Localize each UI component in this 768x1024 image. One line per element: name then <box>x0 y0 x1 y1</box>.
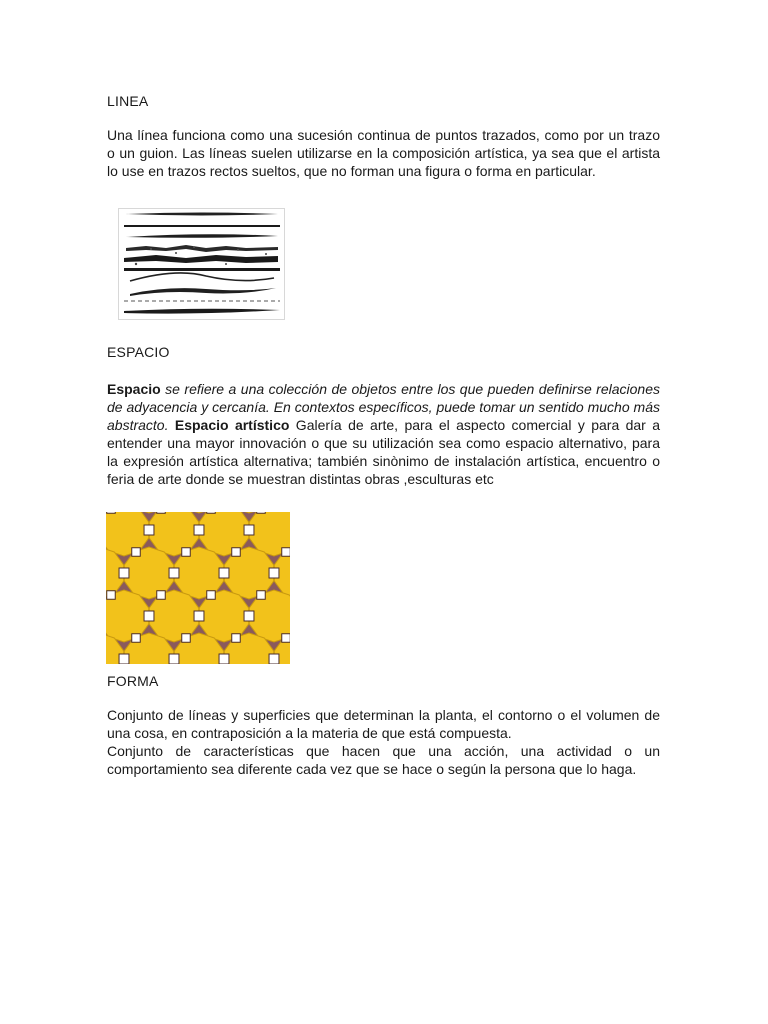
square-tile <box>269 568 279 578</box>
square-tile <box>244 611 254 621</box>
square-tile <box>157 591 165 599</box>
octagon-tiling-image <box>106 512 290 664</box>
square-tile <box>257 512 265 513</box>
term-espacio-artistico: Espacio artístico <box>174 417 290 433</box>
square-tile <box>119 654 129 664</box>
square-tile <box>169 654 179 664</box>
square-tile <box>282 634 290 642</box>
paragraph-espacio <box>107 380 660 488</box>
square-tile <box>157 512 165 513</box>
square-tile <box>107 591 115 599</box>
square-tile <box>144 525 154 535</box>
square-tile <box>232 634 240 642</box>
square-tile <box>182 634 190 642</box>
definition-espacio-artistico: Galería de arte, para el aspecto comercial y para dar a entender una mayor innovación o que su utilización sea como espacio alternativo, para la expresión artística alternativa; también sinònimo de instalación artística, encuentro o feria de arte donde se muestran distintas obras ,esculturas etc <box>107 417 661 487</box>
square-tile <box>282 548 290 556</box>
forma-definition-1: Conjunto de líneas y superficies que determinan la planta, el contorno o el volumen de una cosa, en contraposición a la materia de que está compuesta. <box>107 707 660 741</box>
square-tile <box>219 654 229 664</box>
square-tile <box>207 512 215 513</box>
square-tile <box>132 634 140 642</box>
square-tile <box>107 512 115 513</box>
square-tile <box>207 591 215 599</box>
square-tile <box>194 611 204 621</box>
forma-definition-2: Conjunto de características que hacen que una acción, una actividad o un comportamiento sea diferente cada vez que se hace o según la persona que lo haga. <box>107 743 660 777</box>
paragraph-forma <box>107 706 660 778</box>
brush-strokes-illustration <box>106 206 288 324</box>
heading-espacio: ESPACIO <box>107 344 170 360</box>
square-tile <box>144 611 154 621</box>
heading-linea: LINEA <box>107 93 149 109</box>
square-tile <box>269 654 279 664</box>
square-tile <box>182 548 190 556</box>
line-strokes-image <box>106 206 288 324</box>
definition-espacio: se refiere a una colección de objetos entre los que pueden definirse relaciones de adyacencia y cercanía. En contextos específicos, puede tomar un sentido mucho más abstracto. <box>107 381 660 433</box>
term-espacio: Espacio <box>107 381 161 397</box>
square-tile <box>232 548 240 556</box>
square-tile <box>194 525 204 535</box>
octagon-hexagon-pattern <box>106 512 290 664</box>
square-tile <box>219 568 229 578</box>
square-tile <box>244 525 254 535</box>
square-tile <box>119 568 129 578</box>
heading-forma: FORMA <box>107 673 159 689</box>
square-tile <box>132 548 140 556</box>
square-tile <box>257 591 265 599</box>
paragraph-linea: Una línea funciona como una sucesión continua de puntos trazados, como por un trazo o un guion. Las líneas suelen utilizarse en la composición artística, ya sea que el artista lo use en trazos rectos sueltos, que no forman una figura o forma en particular. <box>107 127 660 179</box>
square-tile <box>169 568 179 578</box>
